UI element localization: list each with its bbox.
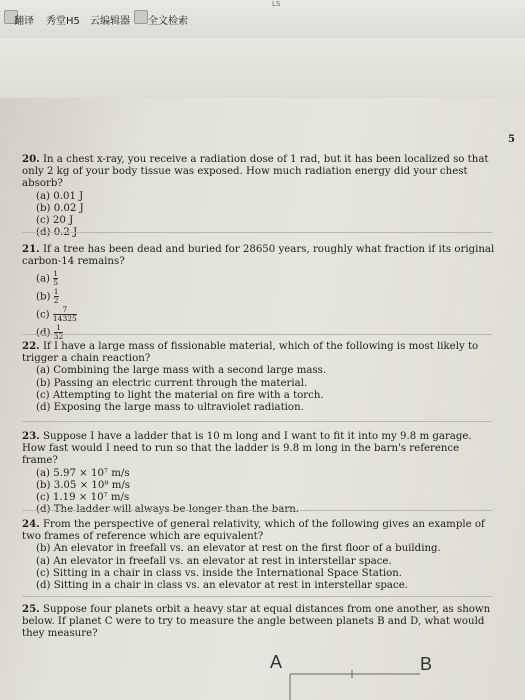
- question-text: In a chest x-ray, you receive a radiation dose of 1 rad, but it has been localized so that only 2 kg of your body tissue was exposed. How much radiation energy did your chest absorb?: [22, 154, 489, 190]
- question-20: [22, 153, 496, 239]
- question-23: [22, 430, 496, 516]
- fraction: [53, 306, 77, 323]
- denominator: 32: [53, 332, 64, 342]
- numerator: 1: [53, 287, 59, 297]
- browser-toolbar: [0, 0, 525, 39]
- question-text: If a tree has been dead and buried for 28650 years, roughly what fraction if its original carbon-14 remains?: [22, 244, 495, 268]
- question-24: [22, 518, 496, 592]
- divider: [22, 232, 492, 233]
- option-d[interactable]: (d) Exposing the large mass to ultraviolet radiation.: [36, 402, 304, 414]
- question-stem: [22, 340, 496, 365]
- tab-indicator: LS: [272, 0, 281, 8]
- option-d[interactable]: (d) The ladder will always be longer than the barn.: [36, 504, 300, 516]
- toolbar-item-h5[interactable]: 秀堂H5: [46, 16, 80, 27]
- option-label: (d): [36, 327, 51, 339]
- option-c[interactable]: (c) Attempting to light the material on fire with a torch.: [36, 389, 324, 401]
- question-number: 24.: [22, 518, 40, 530]
- option-b[interactable]: (b) 0.02 J: [36, 202, 84, 214]
- numerator: 1: [53, 269, 59, 279]
- question-number: 22.: [22, 340, 40, 352]
- option-b[interactable]: (b) An elevator in freefall vs. an elevator at rest on the first floor of a building.: [36, 543, 441, 555]
- denominator: 5: [53, 278, 59, 288]
- denominator: 14325: [52, 314, 77, 324]
- option-b[interactable]: [36, 288, 496, 305]
- fraction: [53, 270, 58, 287]
- search-icon[interactable]: [134, 10, 148, 24]
- question-text: If I have a large mass of fissionable material, which of the following is most likely to trigger a chain reaction?: [22, 341, 479, 365]
- question-stem: [22, 243, 496, 268]
- numerator: 1: [56, 323, 61, 333]
- question-22: [22, 340, 496, 414]
- fraction: [54, 324, 64, 341]
- question-number: 25.: [22, 603, 40, 615]
- question-21: [22, 243, 496, 341]
- option-c[interactable]: [36, 306, 496, 323]
- toolbar-item-translate[interactable]: 翻译: [14, 16, 34, 27]
- planet-b-label: B: [420, 654, 433, 674]
- option-label: (a): [36, 273, 51, 285]
- question-25: [22, 603, 496, 641]
- option-c[interactable]: (c) 20 J: [36, 215, 74, 227]
- page-gap: [0, 38, 525, 98]
- fraction: [54, 288, 59, 305]
- option-d[interactable]: (d) 0.2 J: [36, 227, 78, 239]
- divider: [22, 596, 492, 597]
- denominator: 2: [53, 296, 59, 306]
- divider: [22, 334, 492, 335]
- question-number: 23.: [22, 430, 40, 442]
- question-stem: [22, 603, 496, 641]
- question-number: 20.: [22, 153, 40, 165]
- option-a[interactable]: (a) 0.01 J: [36, 190, 84, 202]
- option-b[interactable]: (b) 3.05 × 10⁸ m/s: [36, 479, 131, 491]
- option-a[interactable]: (a) An elevator in freefall vs. an elevator at rest in interstellar space.: [36, 555, 392, 567]
- question-text: From the perspective of general relativity, which of the following gives an example of two frames of reference which are equivalent?: [22, 519, 485, 543]
- divider: [22, 421, 492, 422]
- question-stem: [22, 518, 496, 543]
- page-number: 5: [508, 134, 515, 145]
- option-a[interactable]: (a) Combining the large mass with a second large mass.: [36, 365, 327, 377]
- toolbar-item-editor[interactable]: 云编辑器: [90, 16, 130, 27]
- option-c[interactable]: (c) Sitting in a chair in class vs. inside the International Space Station.: [36, 567, 403, 579]
- planet-diagram: [260, 640, 450, 700]
- question-stem: [22, 153, 496, 191]
- toolbar-item-fulltext-search[interactable]: 全文检索: [148, 16, 188, 27]
- question-text: Suppose I have a ladder that is 10 m long and I want to fit it into my 9.8 m garage. How fast would I need to run so that the ladder is 9.8 m long in the barn's reference frame?: [22, 431, 472, 467]
- option-a[interactable]: [36, 270, 496, 287]
- option-d[interactable]: [36, 324, 496, 341]
- numerator: 7: [62, 305, 68, 315]
- option-label: (c): [36, 309, 50, 321]
- option-b[interactable]: (b) Passing an electric current through the material.: [36, 377, 308, 389]
- planet-a-label: A: [270, 652, 283, 672]
- option-d[interactable]: (d) Sitting in a chair in class vs. an elevator at rest in interstellar space.: [36, 580, 408, 592]
- question-number: 21.: [22, 243, 40, 255]
- option-a[interactable]: (a) 5.97 × 10⁷ m/s: [36, 467, 130, 479]
- question-stem: [22, 430, 496, 468]
- divider: [22, 510, 492, 511]
- option-c[interactable]: (c) 1.19 × 10⁷ m/s: [36, 492, 130, 504]
- question-text: Suppose four planets orbit a heavy star at equal distances from one another, as shown below. If planet C were to try to measure the angle between planets B and D, what would they measure?: [22, 604, 491, 640]
- option-label: (b): [36, 291, 51, 303]
